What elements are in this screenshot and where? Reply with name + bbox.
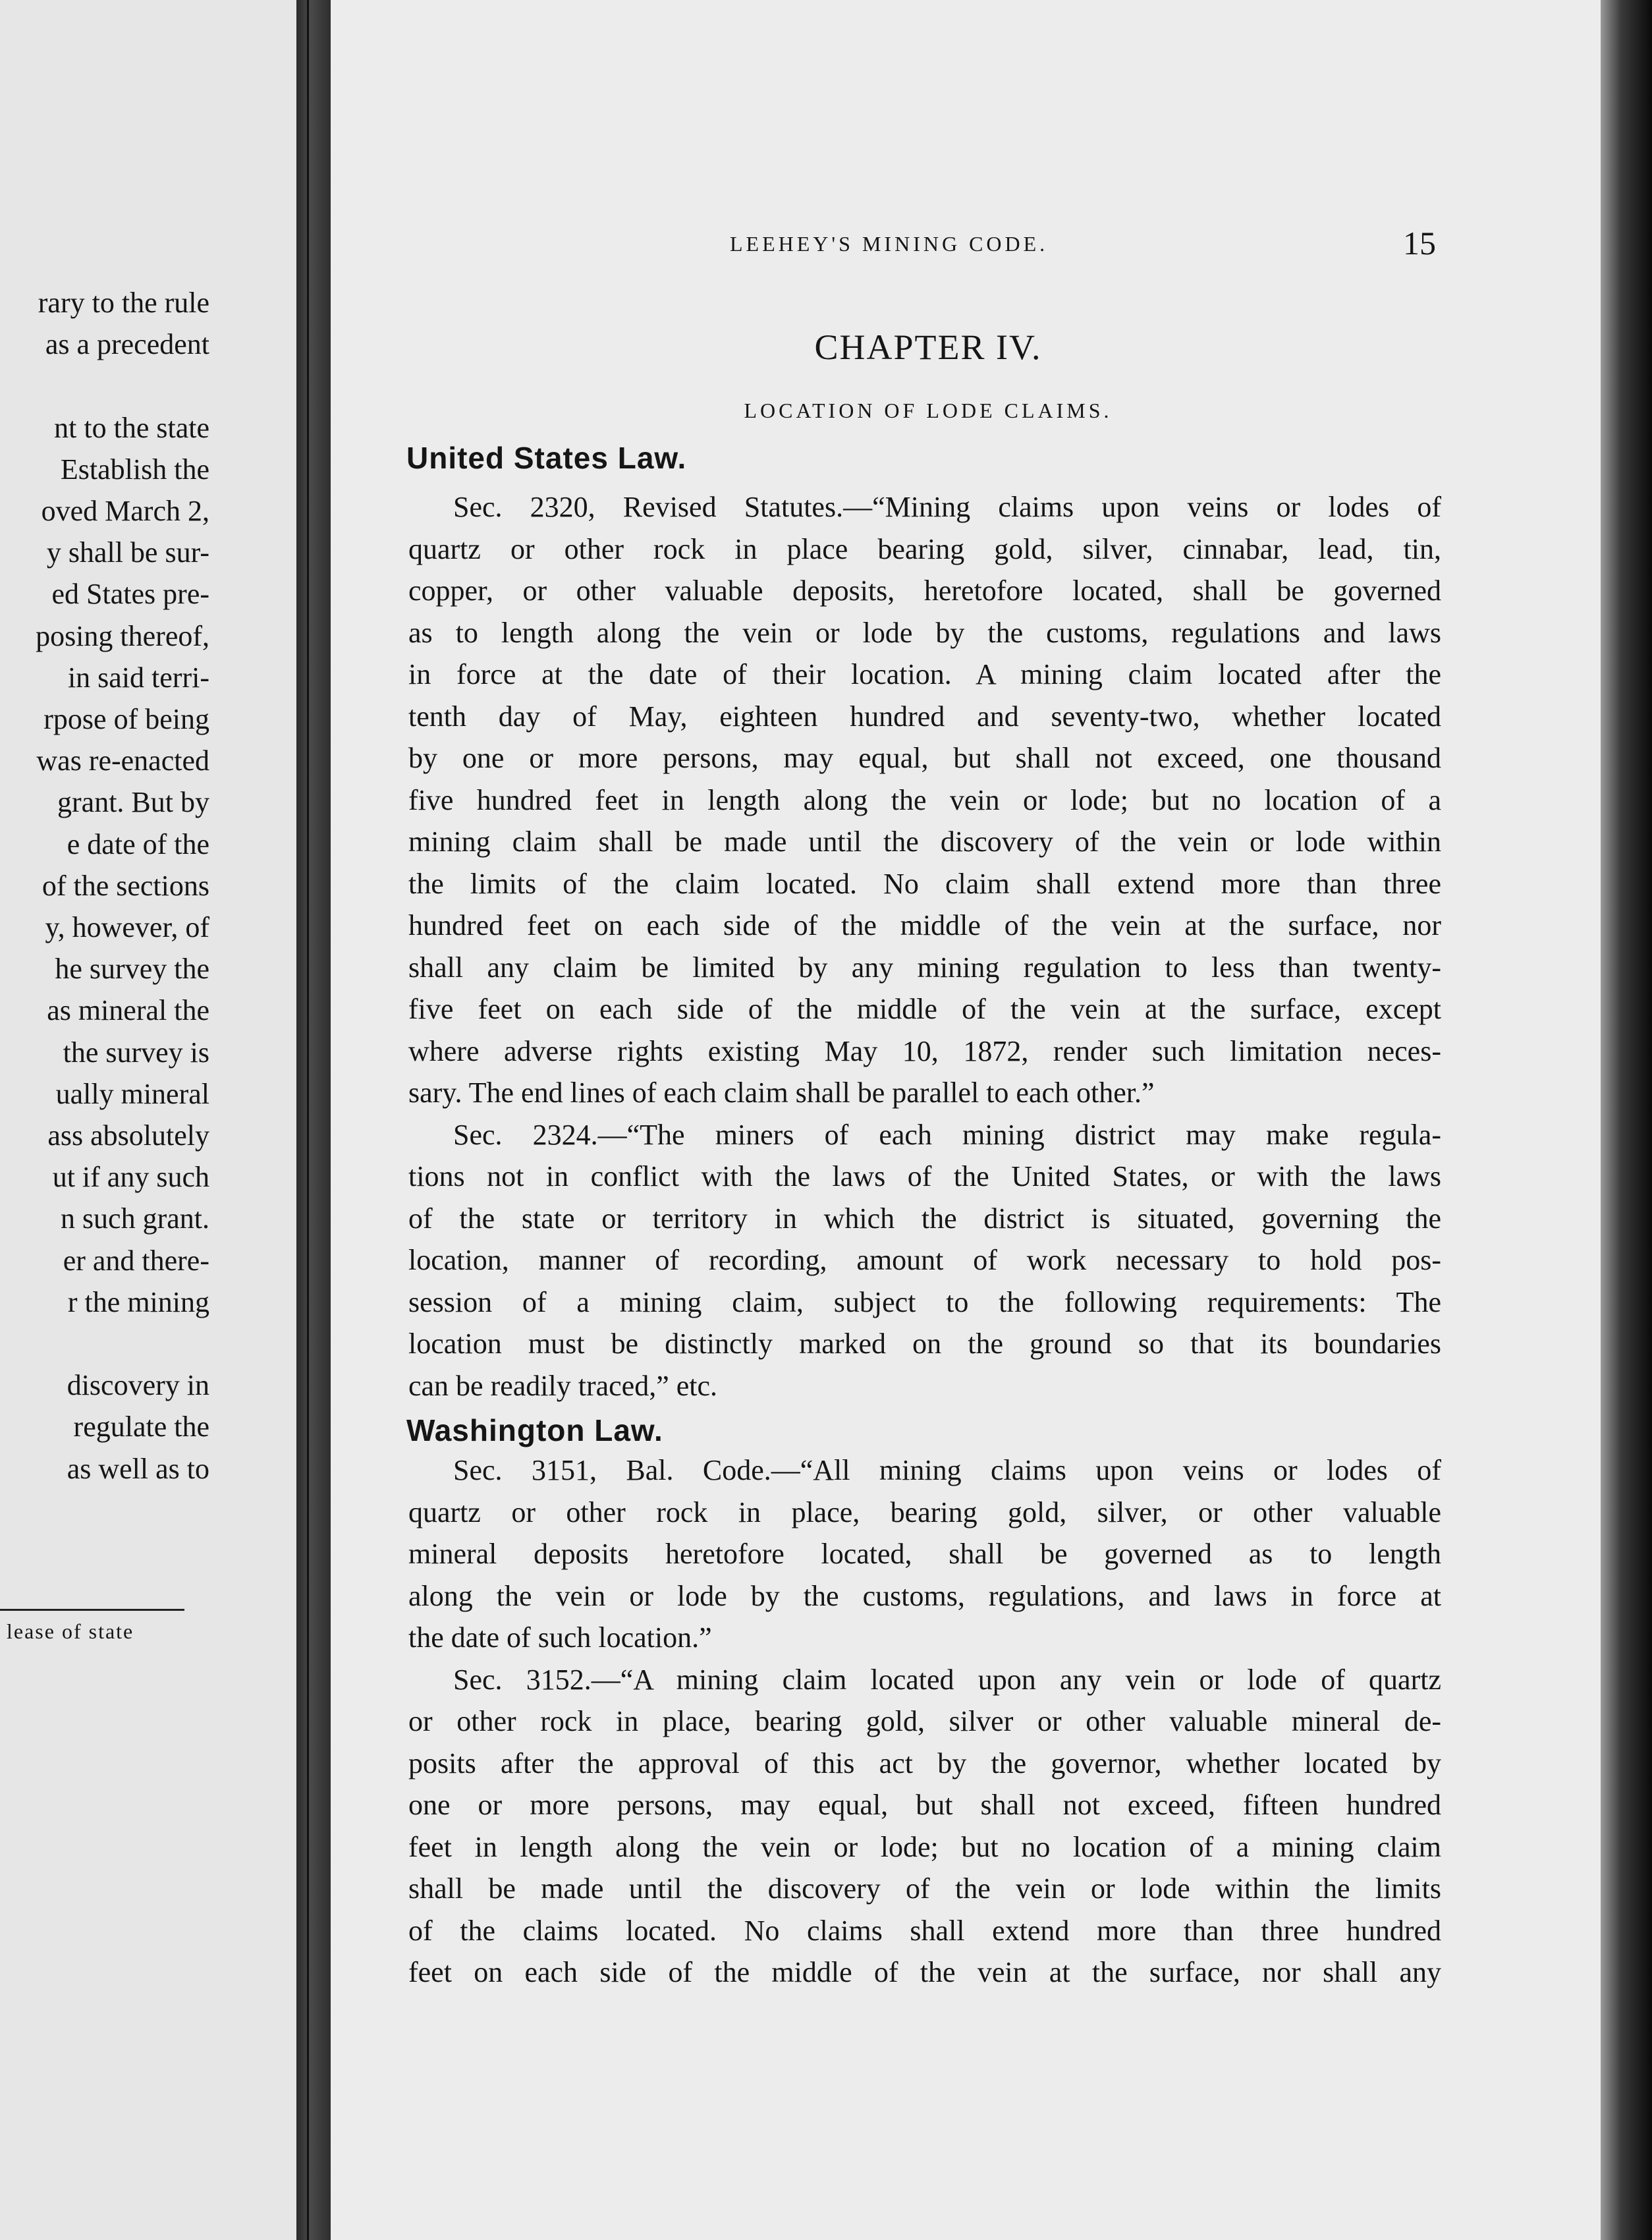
text-line: posits after the approval of this act by the governor, whether located by <box>408 1747 1441 1779</box>
running-head: LEEHEY'S MINING CODE. <box>730 232 1049 256</box>
left-page-line: discovery in <box>67 1369 209 1402</box>
section-heading-us: United States Law. <box>406 441 687 475</box>
text-line: mining claim shall be made until the discovery of the vein or lode within <box>408 826 1441 858</box>
text-line: session of a mining claim, subject to the following requirements: The <box>408 1285 1441 1318</box>
left-page-line: of the sections <box>41 869 209 902</box>
text-line: hundred feet on each side of the middle of the vein at the surface, nor <box>408 909 1441 941</box>
text-line: quartz or other rock in place bearing gold, silver, cinnabar, lead, tin, <box>408 532 1441 565</box>
text-line: Sec. 3151, Bal. Code.—“All mining claims upon veins or lodes of <box>453 1454 1441 1486</box>
left-page-line: e date of the <box>67 827 209 860</box>
text-line: by one or more persons, may equal, but shall not exceed, one thousand <box>408 742 1441 774</box>
left-page-line: posing thereof, <box>36 619 209 652</box>
text-line: Sec. 3152.—“A mining claim located upon any vein or lode of quartz <box>453 1663 1441 1696</box>
text-line: Sec. 2320, Revised Statutes.—“Mining claims upon veins or lodes of <box>453 491 1441 523</box>
left-page-line: y, however, of <box>45 911 209 943</box>
left-page-line: n such grant. <box>60 1202 209 1235</box>
text-line: the date of such location.” <box>408 1621 712 1654</box>
left-page-line: oved March 2, <box>41 495 209 527</box>
left-page-line: he survey the <box>55 953 209 986</box>
text-line: or other rock in place, bearing gold, silver or other valuable mineral de- <box>408 1705 1441 1737</box>
text-line: location, manner of recording, amount of work necessary to hold pos- <box>408 1244 1441 1276</box>
text-line: shall any claim be limited by any mining regulation to less than twenty- <box>408 951 1441 984</box>
text-line: of the claims located. No claims shall extend more than three hundred <box>408 1914 1441 1947</box>
left-page-line: r the mining <box>67 1285 209 1318</box>
left-page-line: regulate the <box>73 1411 209 1443</box>
left-page-line: as a precedent <box>45 328 209 361</box>
left-page-line: y shall be sur- <box>46 536 209 569</box>
text-line: of the state or territory in which the district is situated, governing the <box>408 1202 1441 1235</box>
text-line: the limits of the claim located. No claim shall extend more than three <box>408 867 1441 900</box>
left-page-footnote: lease of state <box>7 1619 134 1643</box>
text-line: where adverse rights existing May 10, 1872, render such limitation neces- <box>408 1034 1441 1067</box>
page-number: 15 <box>1403 225 1436 262</box>
left-page <box>0 0 296 2240</box>
book-gutter <box>296 0 331 2240</box>
page-edge-shadow <box>1601 0 1652 2240</box>
left-page-line: rary to the rule <box>38 287 209 319</box>
left-page-line: grant. But by <box>57 786 209 819</box>
text-line: Sec. 2324.—“The miners of each mining district may make regula- <box>453 1118 1441 1151</box>
text-line: along the vein or lode by the customs, regulations, and laws in force at <box>408 1579 1441 1612</box>
left-page-line: ass absolutely <box>47 1119 209 1152</box>
section-heading-wa: Washington Law. <box>406 1413 663 1447</box>
text-line: five feet on each side of the middle of the vein at the surface, except <box>408 993 1441 1025</box>
text-line: shall be made until the discovery of the vein or lode within the limits <box>408 1872 1441 1905</box>
text-line: in force at the date of their location. A mining claim located after the <box>408 658 1441 690</box>
text-line: one or more persons, may equal, but shall not exceed, fifteen hundred <box>408 1789 1441 1821</box>
chapter-subtitle: LOCATION OF LODE CLAIMS. <box>744 399 1113 422</box>
text-line: copper, or other valuable deposits, heretofore located, shall be governed <box>408 574 1441 607</box>
left-page-line: rpose of being <box>43 703 209 735</box>
text-line: quartz or other rock in place, bearing gold, silver, or other valuable <box>408 1496 1441 1528</box>
left-page-line: ut if any such <box>52 1161 209 1194</box>
left-page-line: Establish the <box>60 453 209 486</box>
left-page-line: in said terri- <box>67 661 209 694</box>
text-line: feet on each side of the middle of the vein at the surface, nor shall any <box>408 1956 1441 1988</box>
left-page-line: as mineral the <box>47 994 209 1027</box>
text-line: tenth day of May, eighteen hundred and seventy-two, whether located <box>408 700 1441 733</box>
left-page-line: the survey is <box>63 1036 209 1069</box>
left-page-line: was re-enacted <box>36 744 209 777</box>
left-page-line: ually mineral <box>55 1077 209 1110</box>
text-line: feet in length along the vein or lode; but no location of a mining claim <box>408 1830 1441 1863</box>
left-page-line: as well as to <box>67 1452 209 1485</box>
left-page-line: nt to the state <box>54 411 209 444</box>
text-line: mineral deposits heretofore located, shall be governed as to length <box>408 1538 1441 1570</box>
left-page-line: ed States pre- <box>51 578 209 611</box>
text-line: can be readily traced,” etc. <box>408 1369 718 1402</box>
text-line: sary. The end lines of each claim shall be parallel to each other.” <box>408 1077 1155 1109</box>
text-line: five hundred feet in length along the vein or lode; but no location of a <box>408 783 1441 816</box>
footnote-rule <box>0 1609 184 1611</box>
text-line: location must be distinctly marked on the ground so that its boundaries <box>408 1328 1441 1360</box>
text-line: as to length along the vein or lode by the customs, regulations and laws <box>408 616 1441 649</box>
chapter-title: CHAPTER IV. <box>814 327 1042 367</box>
text-line: tions not in conflict with the laws of the United States, or with the laws <box>408 1160 1441 1192</box>
left-page-line: er and there- <box>63 1244 209 1277</box>
gutter-shadow-line <box>307 0 309 2240</box>
